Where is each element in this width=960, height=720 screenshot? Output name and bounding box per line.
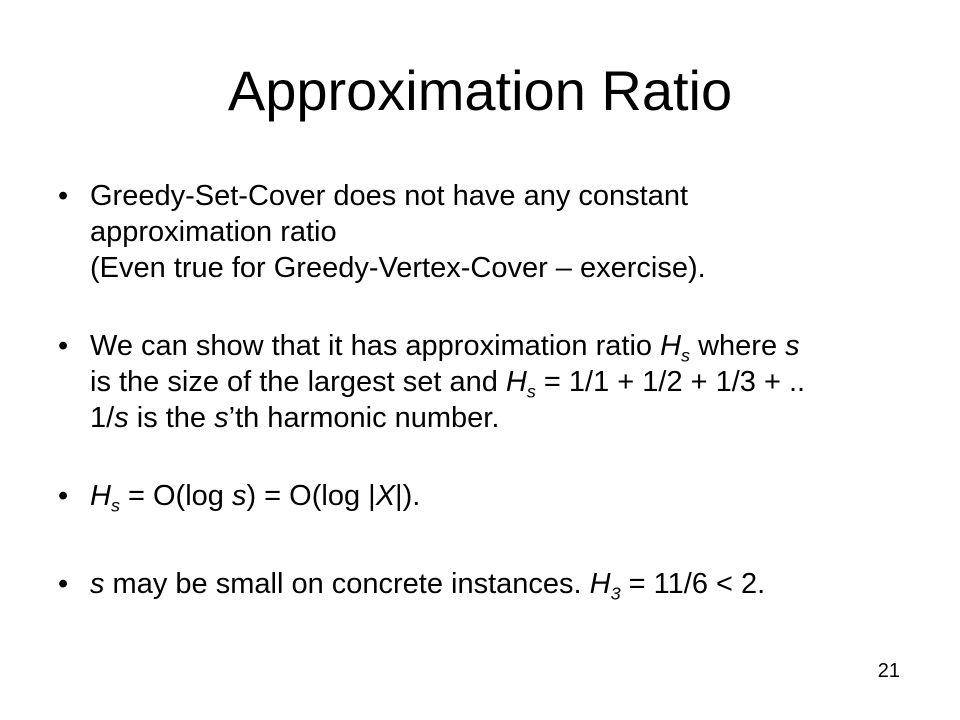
bullet-icon: • — [58, 480, 69, 512]
bullet-line: We can show that it has approximation ratio $H_s$ where s — [90, 330, 800, 366]
bullet-line: $H_s = O(\log$ s) = O(log |X|). — [90, 480, 421, 516]
bullet-icon: • — [58, 568, 69, 600]
bullet-text — [90, 178, 918, 286]
bullet-icon: • — [58, 330, 69, 362]
slide-title: Approximation Ratio — [227, 59, 733, 122]
bullet-text — [90, 328, 918, 436]
bullet-line: (Even true for Greedy-Vertex-Cover – exercise). — [90, 252, 706, 284]
bullet-icon: • — [58, 180, 69, 212]
bullet-line: approximation ratio — [90, 216, 337, 248]
bullet-line: s may be small on concrete instances. $H_3 = 11/6 < 2$. — [90, 568, 766, 604]
bullet-text — [90, 478, 918, 514]
bullet-line: 1/s is the s’th harmonic number. — [90, 402, 500, 434]
page-number: 21 — [877, 660, 900, 682]
bullet-line: Greedy-Set-Cover does not have any constant — [90, 180, 689, 212]
bullet-text — [90, 566, 918, 602]
bullet-line: is the size of the largest set and $H_s = 1/1 + 1/2 + 1/3$ + .. — [90, 366, 806, 402]
